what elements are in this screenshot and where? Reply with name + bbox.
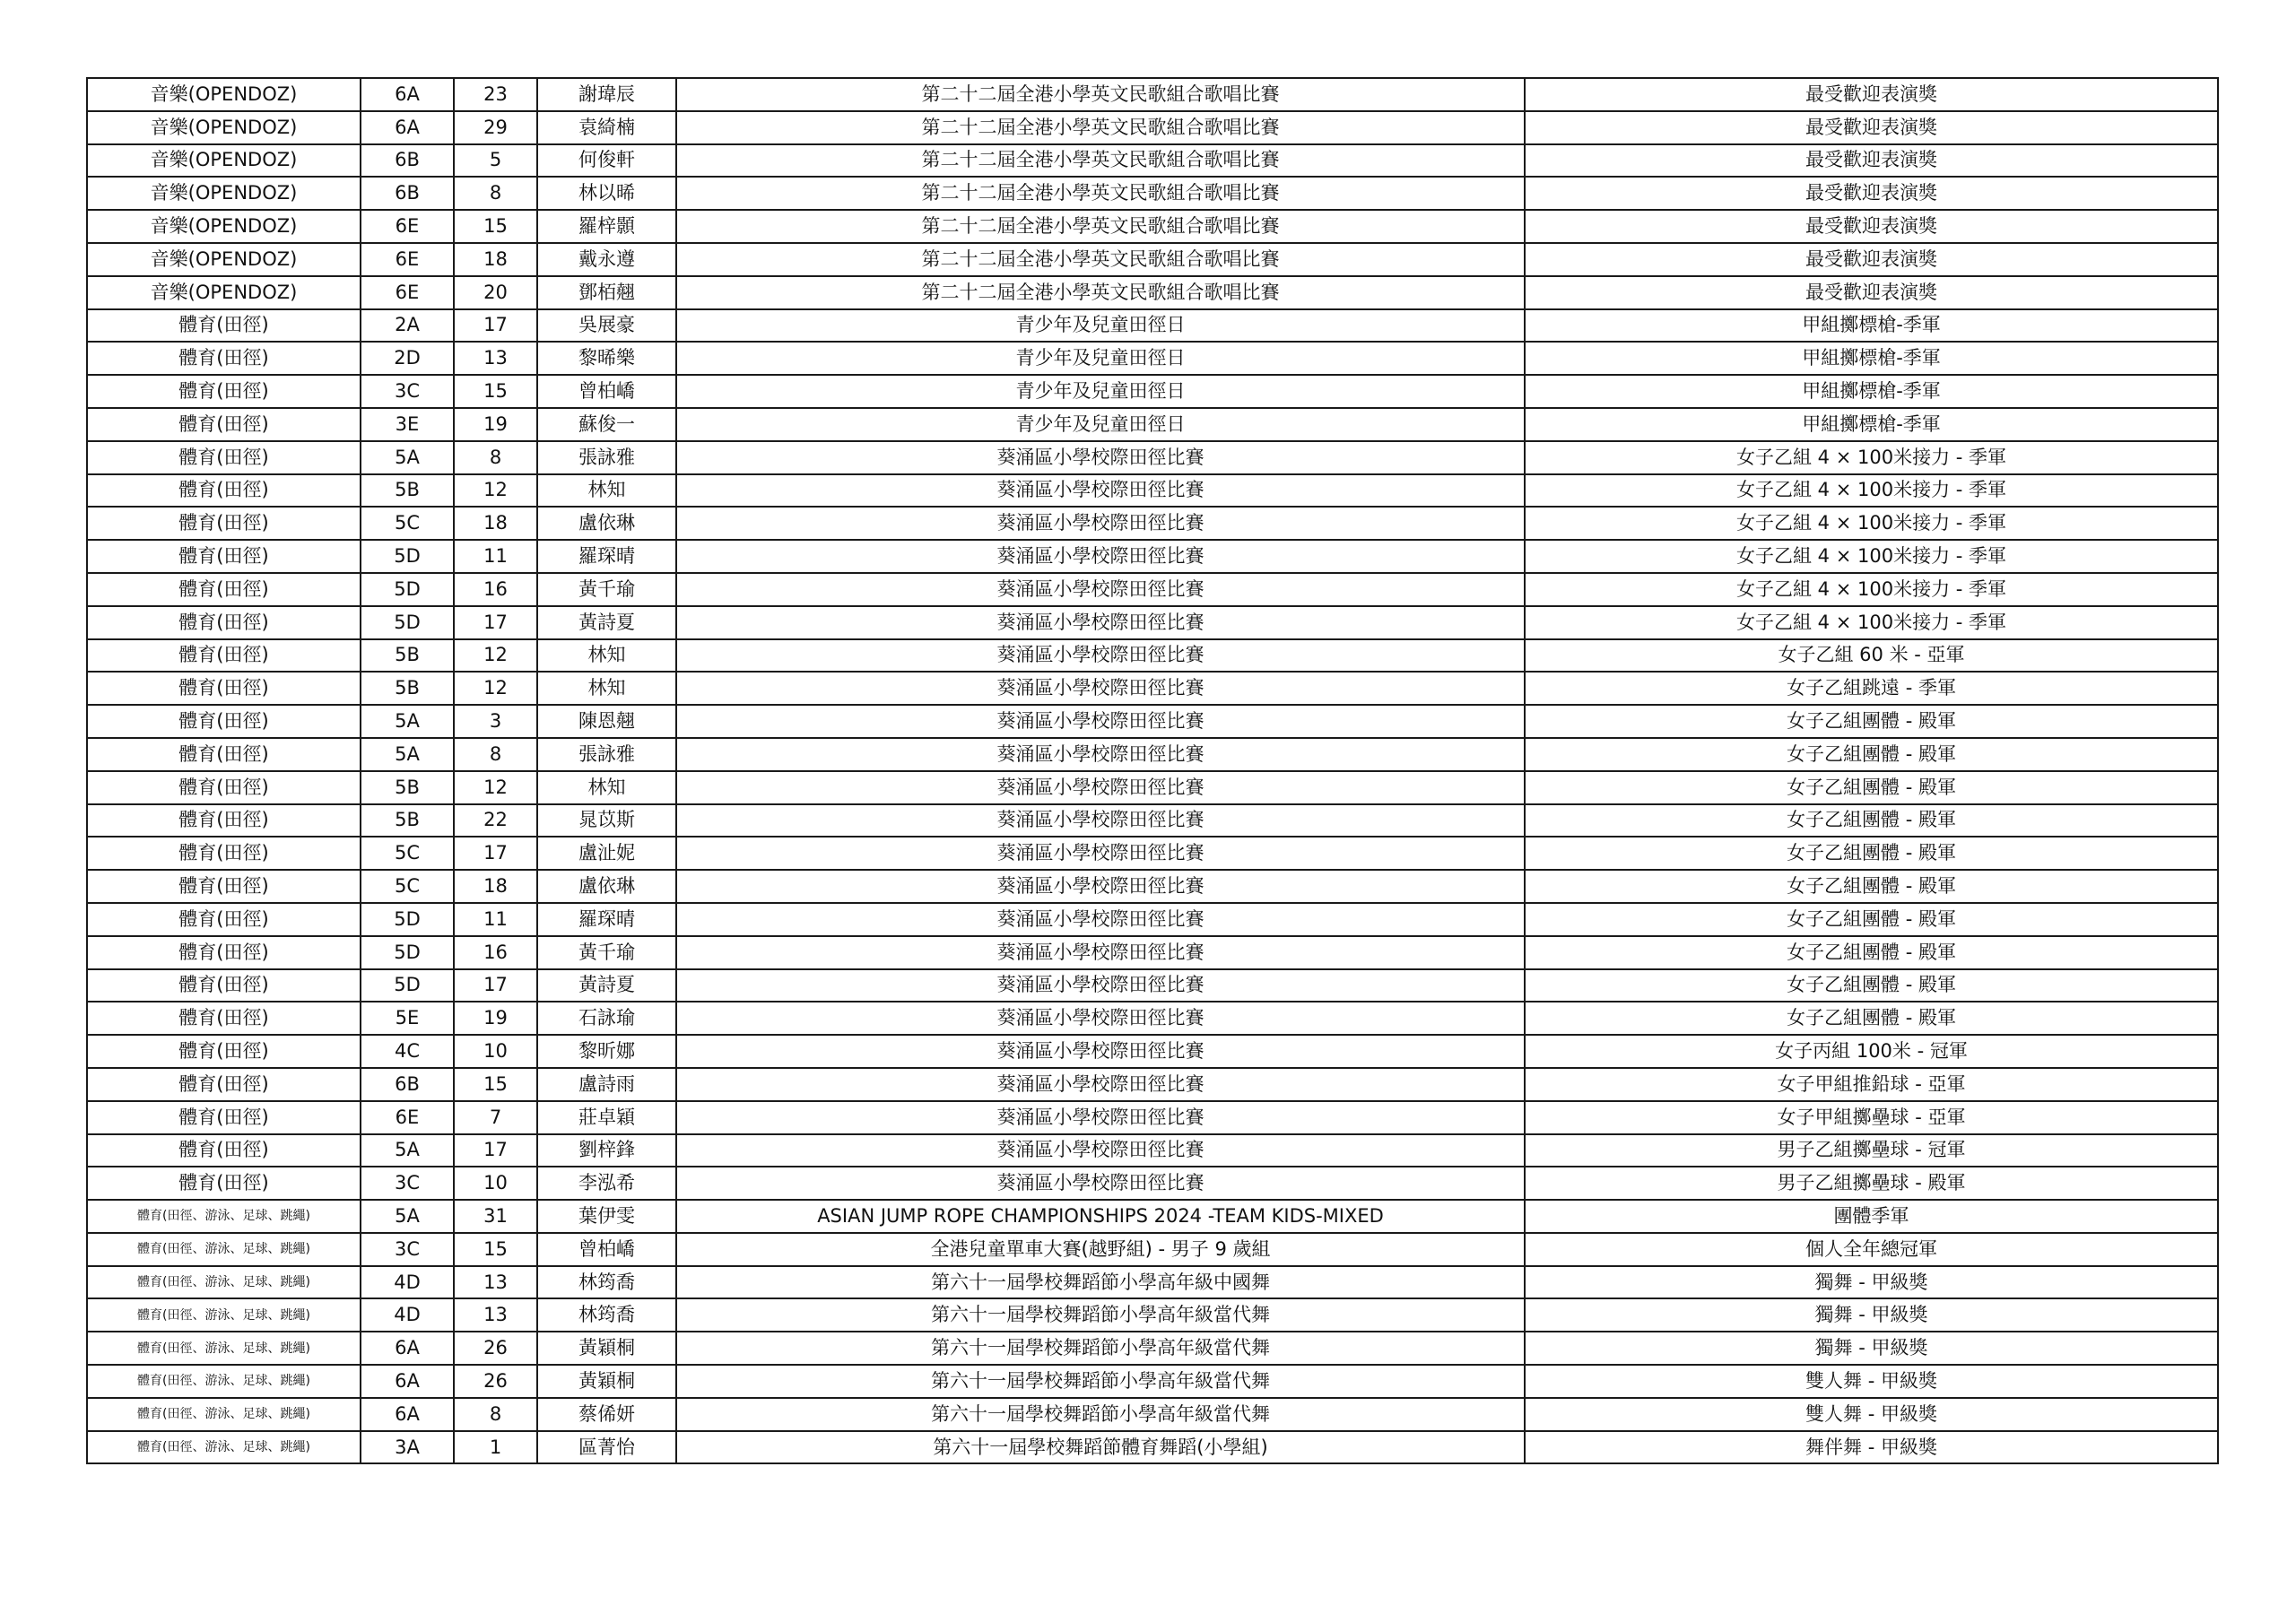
table-row bbox=[87, 804, 2218, 838]
number-cell: 26 bbox=[454, 1365, 537, 1398]
table-row bbox=[87, 1167, 2218, 1200]
awards-table bbox=[86, 77, 2219, 1464]
category-cell: 體育(田徑) bbox=[87, 1101, 361, 1134]
category-cell: 體育(田徑) bbox=[87, 771, 361, 804]
award-cell: 女子甲組推鉛球 - 亞軍 bbox=[1525, 1068, 2218, 1101]
event-cell: 第六十一屆學校舞蹈節小學高年級當代舞 bbox=[676, 1365, 1525, 1398]
student-name-cell: 盧沚妮 bbox=[537, 837, 676, 870]
category-cell: 體育(田徑) bbox=[87, 738, 361, 771]
student-name-cell: 黃穎桐 bbox=[537, 1332, 676, 1365]
award-cell: 女子乙組團體 - 殿軍 bbox=[1525, 804, 2218, 838]
event-cell: 葵涌區小學校際田徑比賽 bbox=[676, 1167, 1525, 1200]
table-row bbox=[87, 1134, 2218, 1167]
number-cell: 15 bbox=[454, 1233, 537, 1266]
class-cell: 6E bbox=[361, 210, 454, 243]
number-cell: 29 bbox=[454, 111, 537, 144]
award-cell: 女子乙組跳遠 - 季軍 bbox=[1525, 672, 2218, 705]
student-name-cell: 曾柏嶠 bbox=[537, 1233, 676, 1266]
category-cell: 體育(田徑、游泳、足球、跳繩) bbox=[87, 1365, 361, 1398]
event-cell: 葵涌區小學校際田徑比賽 bbox=[676, 837, 1525, 870]
number-cell: 10 bbox=[454, 1167, 537, 1200]
event-cell: 葵涌區小學校際田徑比賽 bbox=[676, 804, 1525, 838]
award-cell: 男子乙組擲壘球 - 冠軍 bbox=[1525, 1134, 2218, 1167]
table-row bbox=[87, 342, 2218, 375]
event-cell: 葵涌區小學校際田徑比賽 bbox=[676, 1101, 1525, 1134]
table-row bbox=[87, 243, 2218, 276]
class-cell: 5B bbox=[361, 474, 454, 508]
student-name-cell: 蔡俙妍 bbox=[537, 1398, 676, 1431]
award-cell: 男子乙組擲壘球 - 殿軍 bbox=[1525, 1167, 2218, 1200]
number-cell: 18 bbox=[454, 507, 537, 540]
table-row bbox=[87, 1101, 2218, 1134]
category-cell: 音樂(OPENDOZ) bbox=[87, 276, 361, 309]
class-cell: 3C bbox=[361, 1167, 454, 1200]
number-cell: 16 bbox=[454, 573, 537, 606]
event-cell: 全港兒童單車大賽(越野組) - 男子 9 歲組 bbox=[676, 1233, 1525, 1266]
number-cell: 8 bbox=[454, 441, 537, 474]
student-name-cell: 張詠雅 bbox=[537, 738, 676, 771]
class-cell: 5D bbox=[361, 969, 454, 1002]
category-cell: 體育(田徑) bbox=[87, 441, 361, 474]
table-row bbox=[87, 408, 2218, 441]
student-name-cell: 袁綺楠 bbox=[537, 111, 676, 144]
student-name-cell: 劉梓鋒 bbox=[537, 1134, 676, 1167]
award-cell: 最受歡迎表演獎 bbox=[1525, 276, 2218, 309]
table-row bbox=[87, 474, 2218, 508]
table-row bbox=[87, 1035, 2218, 1068]
category-cell: 體育(田徑) bbox=[87, 1002, 361, 1035]
category-cell: 體育(田徑) bbox=[87, 408, 361, 441]
award-cell: 甲組擲標槍-季軍 bbox=[1525, 375, 2218, 408]
class-cell: 5A bbox=[361, 738, 454, 771]
student-name-cell: 羅梓顥 bbox=[537, 210, 676, 243]
event-cell: 青少年及兒童田徑日 bbox=[676, 342, 1525, 375]
category-cell: 體育(田徑) bbox=[87, 804, 361, 838]
number-cell: 17 bbox=[454, 309, 537, 343]
class-cell: 4C bbox=[361, 1035, 454, 1068]
category-cell: 體育(田徑) bbox=[87, 1068, 361, 1101]
table-row bbox=[87, 903, 2218, 936]
number-cell: 20 bbox=[454, 276, 537, 309]
category-cell: 音樂(OPENDOZ) bbox=[87, 144, 361, 178]
class-cell: 6A bbox=[361, 1365, 454, 1398]
category-cell: 體育(田徑、游泳、足球、跳繩) bbox=[87, 1233, 361, 1266]
award-cell: 女子乙組團體 - 殿軍 bbox=[1525, 969, 2218, 1002]
class-cell: 3E bbox=[361, 408, 454, 441]
class-cell: 5C bbox=[361, 870, 454, 903]
table-row bbox=[87, 1200, 2218, 1233]
event-cell: 第二十二屆全港小學英文民歌組合歌唱比賽 bbox=[676, 177, 1525, 210]
class-cell: 6A bbox=[361, 1332, 454, 1365]
table-row bbox=[87, 1002, 2218, 1035]
event-cell: 第六十一屆學校舞蹈節體育舞蹈(小學組) bbox=[676, 1431, 1525, 1464]
class-cell: 6A bbox=[361, 78, 454, 111]
student-name-cell: 林知 bbox=[537, 474, 676, 508]
class-cell: 5A bbox=[361, 1200, 454, 1233]
event-cell: 葵涌區小學校際田徑比賽 bbox=[676, 672, 1525, 705]
table-row bbox=[87, 573, 2218, 606]
event-cell: 葵涌區小學校際田徑比賽 bbox=[676, 903, 1525, 936]
student-name-cell: 黎昕娜 bbox=[537, 1035, 676, 1068]
class-cell: 3C bbox=[361, 375, 454, 408]
student-name-cell: 黃千瑜 bbox=[537, 573, 676, 606]
class-cell: 6E bbox=[361, 1101, 454, 1134]
table-row bbox=[87, 78, 2218, 111]
award-cell: 女子乙組團體 - 殿軍 bbox=[1525, 936, 2218, 969]
event-cell: 葵涌區小學校際田徑比賽 bbox=[676, 969, 1525, 1002]
category-cell: 體育(田徑) bbox=[87, 837, 361, 870]
event-cell: 葵涌區小學校際田徑比賽 bbox=[676, 441, 1525, 474]
event-cell: 第二十二屆全港小學英文民歌組合歌唱比賽 bbox=[676, 276, 1525, 309]
number-cell: 16 bbox=[454, 936, 537, 969]
class-cell: 5B bbox=[361, 672, 454, 705]
event-cell: 第二十二屆全港小學英文民歌組合歌唱比賽 bbox=[676, 111, 1525, 144]
class-cell: 5E bbox=[361, 1002, 454, 1035]
student-name-cell: 黃穎桐 bbox=[537, 1365, 676, 1398]
award-cell: 女子甲組擲壘球 - 亞軍 bbox=[1525, 1101, 2218, 1134]
student-name-cell: 盧依琳 bbox=[537, 870, 676, 903]
category-cell: 音樂(OPENDOZ) bbox=[87, 177, 361, 210]
table-row bbox=[87, 210, 2218, 243]
number-cell: 13 bbox=[454, 1266, 537, 1299]
event-cell: 葵涌區小學校際田徑比賽 bbox=[676, 573, 1525, 606]
class-cell: 5D bbox=[361, 606, 454, 639]
event-cell: 青少年及兒童田徑日 bbox=[676, 309, 1525, 343]
category-cell: 體育(田徑) bbox=[87, 375, 361, 408]
student-name-cell: 何俊軒 bbox=[537, 144, 676, 178]
table-row bbox=[87, 936, 2218, 969]
category-cell: 音樂(OPENDOZ) bbox=[87, 210, 361, 243]
class-cell: 5D bbox=[361, 540, 454, 573]
table-row bbox=[87, 1266, 2218, 1299]
class-cell: 5A bbox=[361, 441, 454, 474]
number-cell: 22 bbox=[454, 804, 537, 838]
event-cell: 葵涌區小學校際田徑比賽 bbox=[676, 1035, 1525, 1068]
award-cell: 最受歡迎表演獎 bbox=[1525, 111, 2218, 144]
table-row bbox=[87, 276, 2218, 309]
event-cell: 葵涌區小學校際田徑比賽 bbox=[676, 771, 1525, 804]
award-cell: 最受歡迎表演獎 bbox=[1525, 177, 2218, 210]
student-name-cell: 林以晞 bbox=[537, 177, 676, 210]
table-row bbox=[87, 639, 2218, 673]
event-cell: 葵涌區小學校際田徑比賽 bbox=[676, 870, 1525, 903]
table-row bbox=[87, 837, 2218, 870]
award-cell: 團體季軍 bbox=[1525, 1200, 2218, 1233]
category-cell: 體育(田徑) bbox=[87, 705, 361, 738]
award-cell: 最受歡迎表演獎 bbox=[1525, 243, 2218, 276]
student-name-cell: 林知 bbox=[537, 771, 676, 804]
number-cell: 15 bbox=[454, 210, 537, 243]
award-cell: 女子乙組團體 - 殿軍 bbox=[1525, 738, 2218, 771]
award-cell: 女子乙組 4 × 100米接力 - 季軍 bbox=[1525, 474, 2218, 508]
number-cell: 19 bbox=[454, 408, 537, 441]
student-name-cell: 黎晞樂 bbox=[537, 342, 676, 375]
table-row bbox=[87, 969, 2218, 1002]
class-cell: 6B bbox=[361, 177, 454, 210]
number-cell: 17 bbox=[454, 837, 537, 870]
student-name-cell: 羅琛晴 bbox=[537, 903, 676, 936]
student-name-cell: 謝瑋辰 bbox=[537, 78, 676, 111]
event-cell: 第二十二屆全港小學英文民歌組合歌唱比賽 bbox=[676, 210, 1525, 243]
event-cell: 葵涌區小學校際田徑比賽 bbox=[676, 1002, 1525, 1035]
event-cell: 葵涌區小學校際田徑比賽 bbox=[676, 1068, 1525, 1101]
table-row bbox=[87, 1233, 2218, 1266]
table-row bbox=[87, 1398, 2218, 1431]
category-cell: 音樂(OPENDOZ) bbox=[87, 78, 361, 111]
category-cell: 體育(田徑) bbox=[87, 672, 361, 705]
table-row bbox=[87, 672, 2218, 705]
category-cell: 體育(田徑、游泳、足球、跳繩) bbox=[87, 1200, 361, 1233]
table-row bbox=[87, 705, 2218, 738]
class-cell: 5A bbox=[361, 1134, 454, 1167]
award-cell: 女子乙組團體 - 殿軍 bbox=[1525, 771, 2218, 804]
event-cell: 葵涌區小學校際田徑比賽 bbox=[676, 474, 1525, 508]
event-cell: 葵涌區小學校際田徑比賽 bbox=[676, 1134, 1525, 1167]
class-cell: 5B bbox=[361, 771, 454, 804]
number-cell: 17 bbox=[454, 969, 537, 1002]
award-cell: 女子乙組團體 - 殿軍 bbox=[1525, 837, 2218, 870]
category-cell: 體育(田徑、游泳、足球、跳繩) bbox=[87, 1266, 361, 1299]
class-cell: 5D bbox=[361, 903, 454, 936]
number-cell: 11 bbox=[454, 903, 537, 936]
number-cell: 8 bbox=[454, 1398, 537, 1431]
student-name-cell: 黃千瑜 bbox=[537, 936, 676, 969]
category-cell: 體育(田徑) bbox=[87, 870, 361, 903]
table-row bbox=[87, 606, 2218, 639]
table-row bbox=[87, 1298, 2218, 1332]
student-name-cell: 林知 bbox=[537, 639, 676, 673]
number-cell: 7 bbox=[454, 1101, 537, 1134]
number-cell: 18 bbox=[454, 243, 537, 276]
number-cell: 15 bbox=[454, 1068, 537, 1101]
number-cell: 26 bbox=[454, 1332, 537, 1365]
number-cell: 13 bbox=[454, 1298, 537, 1332]
student-name-cell: 戴永遵 bbox=[537, 243, 676, 276]
category-cell: 體育(田徑) bbox=[87, 1134, 361, 1167]
number-cell: 12 bbox=[454, 771, 537, 804]
table-row bbox=[87, 738, 2218, 771]
number-cell: 23 bbox=[454, 78, 537, 111]
number-cell: 11 bbox=[454, 540, 537, 573]
class-cell: 4D bbox=[361, 1298, 454, 1332]
category-cell: 體育(田徑) bbox=[87, 936, 361, 969]
award-cell: 女子乙組團體 - 殿軍 bbox=[1525, 705, 2218, 738]
student-name-cell: 石詠瑜 bbox=[537, 1002, 676, 1035]
student-name-cell: 曾柏嶠 bbox=[537, 375, 676, 408]
award-cell: 獨舞 - 甲級獎 bbox=[1525, 1266, 2218, 1299]
event-cell: 青少年及兒童田徑日 bbox=[676, 408, 1525, 441]
student-name-cell: 吳展豪 bbox=[537, 309, 676, 343]
class-cell: 6E bbox=[361, 276, 454, 309]
event-cell: 青少年及兒童田徑日 bbox=[676, 375, 1525, 408]
student-name-cell: 李泓希 bbox=[537, 1167, 676, 1200]
class-cell: 6B bbox=[361, 1068, 454, 1101]
award-cell: 最受歡迎表演獎 bbox=[1525, 210, 2218, 243]
student-name-cell: 陳恩翹 bbox=[537, 705, 676, 738]
award-cell: 甲組擲標槍-季軍 bbox=[1525, 309, 2218, 343]
event-cell: 葵涌區小學校際田徑比賽 bbox=[676, 540, 1525, 573]
table-row bbox=[87, 540, 2218, 573]
class-cell: 5D bbox=[361, 936, 454, 969]
number-cell: 12 bbox=[454, 639, 537, 673]
category-cell: 體育(田徑) bbox=[87, 474, 361, 508]
student-name-cell: 張詠雅 bbox=[537, 441, 676, 474]
category-cell: 體育(田徑、游泳、足球、跳繩) bbox=[87, 1332, 361, 1365]
class-cell: 2A bbox=[361, 309, 454, 343]
event-cell: 第六十一屆學校舞蹈節小學高年級當代舞 bbox=[676, 1332, 1525, 1365]
award-cell: 女子乙組 4 × 100米接力 - 季軍 bbox=[1525, 573, 2218, 606]
table-row bbox=[87, 144, 2218, 178]
student-name-cell: 羅琛晴 bbox=[537, 540, 676, 573]
event-cell: 第二十二屆全港小學英文民歌組合歌唱比賽 bbox=[676, 243, 1525, 276]
student-name-cell: 葉伊雯 bbox=[537, 1200, 676, 1233]
student-name-cell: 黃詩夏 bbox=[537, 969, 676, 1002]
class-cell: 5C bbox=[361, 837, 454, 870]
table-row bbox=[87, 1431, 2218, 1464]
number-cell: 3 bbox=[454, 705, 537, 738]
award-cell: 甲組擲標槍-季軍 bbox=[1525, 342, 2218, 375]
number-cell: 13 bbox=[454, 342, 537, 375]
table-row bbox=[87, 177, 2218, 210]
student-name-cell: 林筠喬 bbox=[537, 1298, 676, 1332]
category-cell: 體育(田徑) bbox=[87, 1035, 361, 1068]
award-cell: 女子乙組 60 米 - 亞軍 bbox=[1525, 639, 2218, 673]
category-cell: 音樂(OPENDOZ) bbox=[87, 243, 361, 276]
student-name-cell: 晁苡斯 bbox=[537, 804, 676, 838]
table-row bbox=[87, 1365, 2218, 1398]
category-cell: 體育(田徑、游泳、足球、跳繩) bbox=[87, 1431, 361, 1464]
class-cell: 6A bbox=[361, 111, 454, 144]
class-cell: 5C bbox=[361, 507, 454, 540]
event-cell: ASIAN JUMP ROPE CHAMPIONSHIPS 2024 -TEAM KIDS-MIXED bbox=[676, 1200, 1525, 1233]
table-row bbox=[87, 375, 2218, 408]
student-name-cell: 林筠喬 bbox=[537, 1266, 676, 1299]
number-cell: 12 bbox=[454, 672, 537, 705]
category-cell: 音樂(OPENDOZ) bbox=[87, 111, 361, 144]
category-cell: 體育(田徑) bbox=[87, 309, 361, 343]
class-cell: 5B bbox=[361, 804, 454, 838]
student-name-cell: 蘇俊一 bbox=[537, 408, 676, 441]
student-name-cell: 區菁怡 bbox=[537, 1431, 676, 1464]
student-name-cell: 林知 bbox=[537, 672, 676, 705]
student-name-cell: 黃詩夏 bbox=[537, 606, 676, 639]
event-cell: 葵涌區小學校際田徑比賽 bbox=[676, 639, 1525, 673]
number-cell: 1 bbox=[454, 1431, 537, 1464]
number-cell: 17 bbox=[454, 1134, 537, 1167]
event-cell: 第六十一屆學校舞蹈節小學高年級當代舞 bbox=[676, 1398, 1525, 1431]
event-cell: 第六十一屆學校舞蹈節小學高年級當代舞 bbox=[676, 1298, 1525, 1332]
event-cell: 葵涌區小學校際田徑比賽 bbox=[676, 738, 1525, 771]
event-cell: 葵涌區小學校際田徑比賽 bbox=[676, 936, 1525, 969]
student-name-cell: 莊卓穎 bbox=[537, 1101, 676, 1134]
category-cell: 體育(田徑、游泳、足球、跳繩) bbox=[87, 1298, 361, 1332]
table-row bbox=[87, 441, 2218, 474]
category-cell: 體育(田徑) bbox=[87, 903, 361, 936]
category-cell: 體育(田徑) bbox=[87, 507, 361, 540]
student-name-cell: 鄧栢翹 bbox=[537, 276, 676, 309]
number-cell: 8 bbox=[454, 738, 537, 771]
award-cell: 獨舞 - 甲級獎 bbox=[1525, 1298, 2218, 1332]
award-cell: 女子乙組團體 - 殿軍 bbox=[1525, 870, 2218, 903]
award-cell: 獨舞 - 甲級獎 bbox=[1525, 1332, 2218, 1365]
table-row bbox=[87, 1068, 2218, 1101]
class-cell: 2D bbox=[361, 342, 454, 375]
award-cell: 個人全年總冠軍 bbox=[1525, 1233, 2218, 1266]
number-cell: 5 bbox=[454, 144, 537, 178]
student-name-cell: 盧依琳 bbox=[537, 507, 676, 540]
awards-table-body bbox=[87, 78, 2218, 1463]
number-cell: 17 bbox=[454, 606, 537, 639]
award-cell: 女子丙組 100米 - 冠軍 bbox=[1525, 1035, 2218, 1068]
category-cell: 體育(田徑) bbox=[87, 1167, 361, 1200]
class-cell: 5B bbox=[361, 639, 454, 673]
event-cell: 葵涌區小學校際田徑比賽 bbox=[676, 507, 1525, 540]
award-cell: 女子乙組 4 × 100米接力 - 季軍 bbox=[1525, 540, 2218, 573]
table-row bbox=[87, 771, 2218, 804]
class-cell: 3A bbox=[361, 1431, 454, 1464]
category-cell: 體育(田徑) bbox=[87, 606, 361, 639]
number-cell: 15 bbox=[454, 375, 537, 408]
category-cell: 體育(田徑) bbox=[87, 573, 361, 606]
table-row bbox=[87, 507, 2218, 540]
class-cell: 6B bbox=[361, 144, 454, 178]
award-cell: 最受歡迎表演獎 bbox=[1525, 78, 2218, 111]
event-cell: 第二十二屆全港小學英文民歌組合歌唱比賽 bbox=[676, 144, 1525, 178]
table-row bbox=[87, 1332, 2218, 1365]
category-cell: 體育(田徑) bbox=[87, 342, 361, 375]
table-row bbox=[87, 870, 2218, 903]
table-row bbox=[87, 111, 2218, 144]
award-cell: 最受歡迎表演獎 bbox=[1525, 144, 2218, 178]
award-cell: 女子乙組團體 - 殿軍 bbox=[1525, 903, 2218, 936]
class-cell: 5D bbox=[361, 573, 454, 606]
class-cell: 3C bbox=[361, 1233, 454, 1266]
number-cell: 18 bbox=[454, 870, 537, 903]
table-row bbox=[87, 309, 2218, 343]
award-cell: 甲組擲標槍-季軍 bbox=[1525, 408, 2218, 441]
award-cell: 女子乙組 4 × 100米接力 - 季軍 bbox=[1525, 507, 2218, 540]
student-name-cell: 盧詩雨 bbox=[537, 1068, 676, 1101]
number-cell: 12 bbox=[454, 474, 537, 508]
number-cell: 31 bbox=[454, 1200, 537, 1233]
class-cell: 5A bbox=[361, 705, 454, 738]
award-cell: 女子乙組團體 - 殿軍 bbox=[1525, 1002, 2218, 1035]
award-cell: 女子乙組 4 × 100米接力 - 季軍 bbox=[1525, 441, 2218, 474]
number-cell: 19 bbox=[454, 1002, 537, 1035]
class-cell: 6E bbox=[361, 243, 454, 276]
category-cell: 體育(田徑) bbox=[87, 639, 361, 673]
class-cell: 4D bbox=[361, 1266, 454, 1299]
award-cell: 雙人舞 - 甲級獎 bbox=[1525, 1365, 2218, 1398]
award-cell: 女子乙組 4 × 100米接力 - 季軍 bbox=[1525, 606, 2218, 639]
event-cell: 葵涌區小學校際田徑比賽 bbox=[676, 705, 1525, 738]
category-cell: 體育(田徑) bbox=[87, 540, 361, 573]
number-cell: 8 bbox=[454, 177, 537, 210]
number-cell: 10 bbox=[454, 1035, 537, 1068]
event-cell: 第六十一屆學校舞蹈節小學高年級中國舞 bbox=[676, 1266, 1525, 1299]
event-cell: 葵涌區小學校際田徑比賽 bbox=[676, 606, 1525, 639]
category-cell: 體育(田徑) bbox=[87, 969, 361, 1002]
award-cell: 舞伴舞 - 甲級獎 bbox=[1525, 1431, 2218, 1464]
event-cell: 第二十二屆全港小學英文民歌組合歌唱比賽 bbox=[676, 78, 1525, 111]
class-cell: 6A bbox=[361, 1398, 454, 1431]
award-cell: 雙人舞 - 甲級獎 bbox=[1525, 1398, 2218, 1431]
category-cell: 體育(田徑、游泳、足球、跳繩) bbox=[87, 1398, 361, 1431]
